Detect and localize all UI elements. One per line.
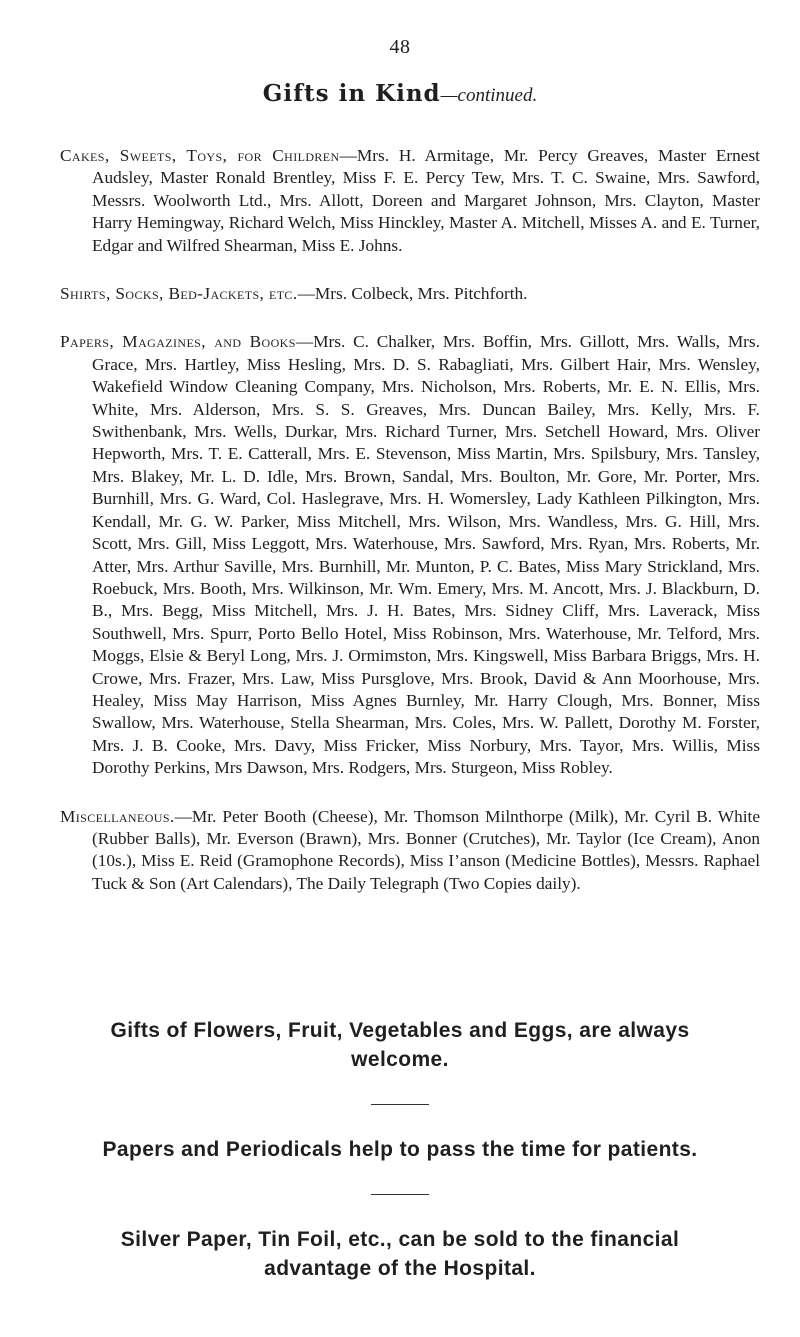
divider	[371, 1104, 429, 1105]
section-title: Shirts, Socks, Bed-Jackets, etc.	[60, 284, 298, 304]
section-title: Miscellaneous.	[60, 806, 175, 826]
section-papers-magazines-books	[60, 331, 760, 779]
section-text: —Mrs. H. Armitage, Mr. Percy Greaves, Master Ernest Audsley, Master Ronald Brentley, Miss F. E. Percy Tew, Mrs. T. C. Swaine, Mrs. Sawford, Messrs. Woolworth Ltd., Mrs. Allott, Doreen and Margaret Johnson, Mrs. Clayton, Master Harry Hemingway, Richard Welch, Miss Hinckley, Master A. Mitchell, Misses A. and E. Turner, Edgar and Wilfred Shearman, Miss E. Johns.	[92, 146, 760, 255]
section-text: —Mrs. Colbeck, Mrs. Pitchforth.	[297, 284, 528, 304]
page-heading	[0, 80, 800, 107]
heading-title: Gifts in Kind	[262, 80, 441, 107]
section-shirts-socks	[60, 283, 760, 305]
notice-silver-paper: Silver Paper, Tin Foil, etc., can be sold to the financial advantage of the Hospital.	[120, 1228, 680, 1280]
section-cakes-sweets-toys	[60, 145, 760, 257]
notice-flowers-fruit: Gifts of Flowers, Fruit, Vegetables and Eggs, are always welcome.	[110, 1019, 690, 1071]
page-number: 48	[389, 36, 411, 58]
section-title: Papers, Magazines, and Books	[60, 332, 296, 352]
divider	[371, 1194, 429, 1195]
section-text: —Mr. Peter Booth (Cheese), Mr. Thomson Milnthorpe (Milk), Mr. Cyril B. White (Rubber Balls), Mr. Everson (Brawn), Mrs. Bonner (Crutches), Mr. Taylor (Ice Cream), Anon (10s.), Miss E. Reid (Gramophone Records), Miss I’anson (Medicine Bottles), Messrs. Raphael Tuck & Son (Art Calendars), The Daily Telegraph (Two Copies daily).	[92, 806, 760, 893]
section-miscellaneous	[60, 806, 760, 896]
donor-list	[60, 145, 760, 921]
notice-papers-periodicals: Papers and Periodicals help to pass the time for patients.	[102, 1138, 698, 1161]
section-title: Cakes, Sweets, Toys, for Children	[60, 146, 340, 165]
heading-continued: —continued.	[440, 85, 538, 106]
section-text: —Mrs. C. Chalker, Mrs. Boffin, Mrs. Gillott, Mrs. Walls, Mrs. Grace, Mrs. Hartley, Miss Hesling, Mrs. D. S. Rabagliati, Mrs. Gilbert Hair, Mrs. Wensley, Wakefield Window Cleaning Company, Mrs. Nicholson, Mrs. Roberts, Mr. E. N. Ellis, Mrs. White, Mrs. Alderson, Mrs. S. S. Greaves, Mrs. Duncan Bailey, Mrs. Kelly, Mrs. F. Swithenbank, Mrs. Wells, Durkar, Mrs. Richard Turner, Mrs. Setchell Howard, Mrs. Oliver Hepworth, Mrs. T. E. Catterall, Mrs. E. Stevenson, Miss Martin, Mrs. Spilsbury, Mrs. Tansley, Mrs. Blakey, Mr. L. D. Idle, Mrs. Brown, Sandal, Mrs. Boulton, Mr. Gore, Mr. Porter, Mrs. Burnhill, Mrs. G. Ward, Col. Haslegrave, Mrs. H. Womersley, Lady Kathleen Pilkington, Mrs. Kendall, Mr. G. W. Parker, Miss Mitchell, Mrs. Wilson, Mrs. Wandless, Mrs. G. Hill, Mrs. Scott, Mrs. Gill, Miss Leggott, Mrs. Waterhouse, Mrs. Sawford, Mrs. Ryan, Mrs. Roberts, Mr. Atter, Mrs. Arthur Saville, Mrs. Burnhill, Mr. Munton, P. C. Bates, Miss Mary Strickland, Mrs. Roebuck, Mrs. Booth, Mrs. Wilkinson, Mr. Wm. Emery, Mrs. M. Ancott, Mrs. J. Blackburn, D. B., Mrs. Begg, Miss Mitchell, Mrs. J. H. Bates, Mrs. Sidney Cliff, Mrs. Laverack, Miss Southwell, Mrs. Spurr, Porto Bello Hotel, Miss Robinson, Mrs. Waterhouse, Mr. Telford, Mrs. Moggs, Elsie & Beryl Long, Mrs. J. Ormimston, Mrs. Kingswell, Miss Barbara Briggs, Mrs. H. Crowe, Mrs. Frazer, Mrs. Law, Miss Pursglove, Mrs. Brook, David & Ann Moorhouse, Mrs. Healey, Miss May Harrison, Miss Agnes Burnley, Mr. Harry Clough, Mrs. Bonner, Miss Swallow, Mrs. Waterhouse, Stella Shearman, Mrs. Coles, Mrs. W. Pallett, Dorothy M. Forster, Mrs. J. B. Cooke, Mrs. Davy, Miss Fricker, Miss Norbury, Mrs. Tayor, Mrs. Willis, Miss Dorothy Perkins, Mrs Dawson, Mrs. Rodgers, Mrs. Sturgeon, Miss Robley.	[92, 332, 760, 778]
notices	[0, 1016, 800, 1283]
